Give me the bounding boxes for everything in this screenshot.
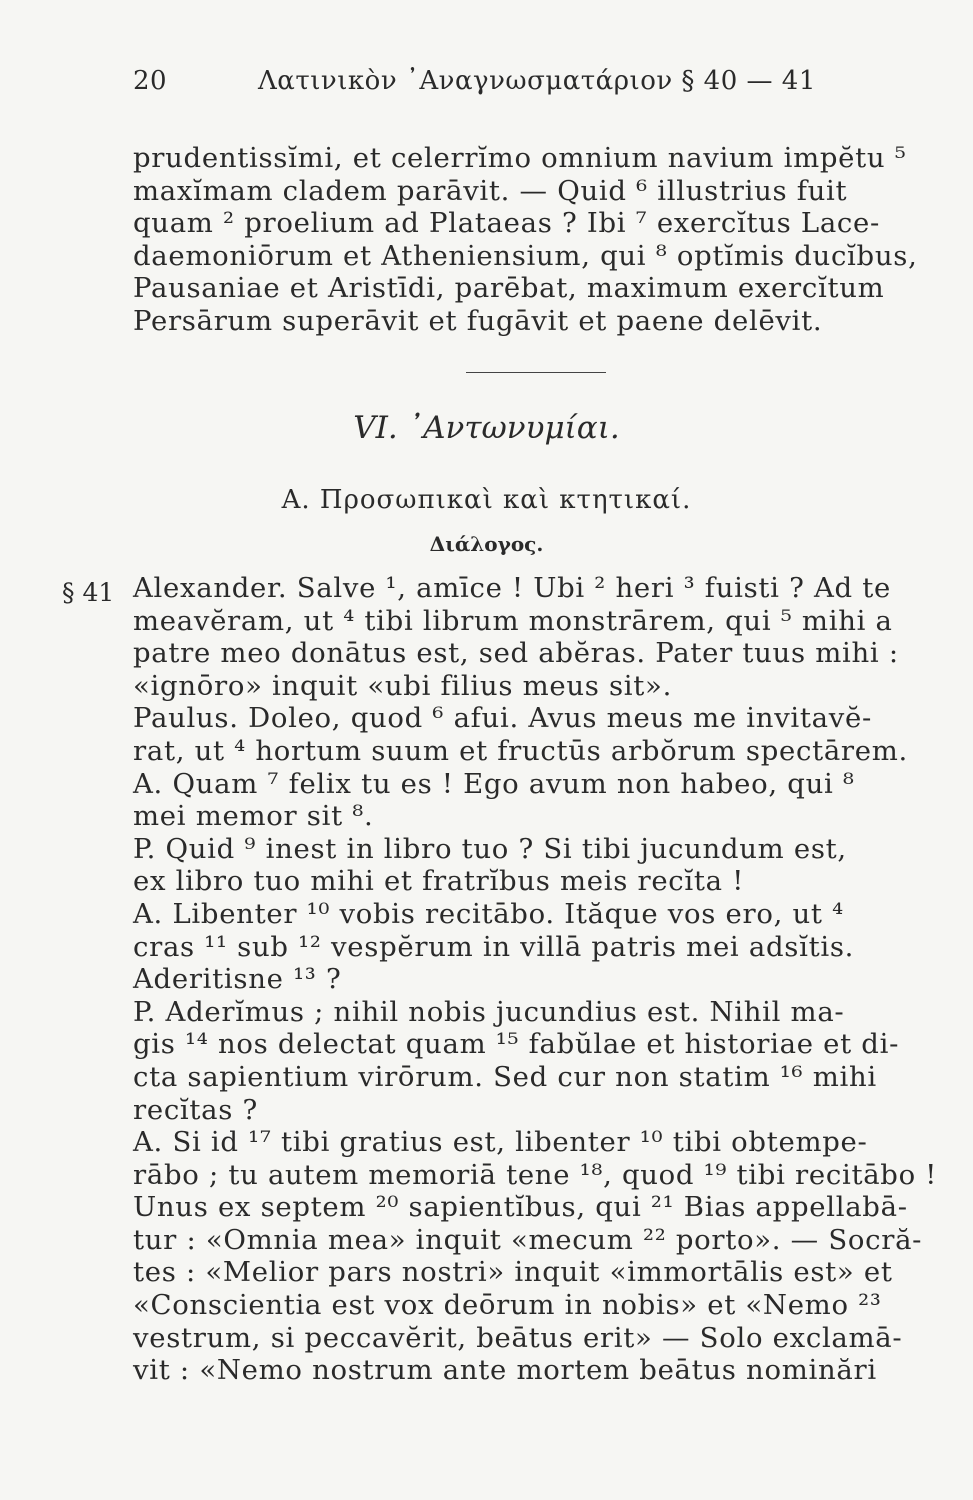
section-40-text: [133, 142, 933, 338]
text-line: P. Quid ⁹ inest in libro tuo ? Si tibi jucundum est,: [133, 832, 847, 865]
running-title: Λατινικὸν ᾿Αναγνωσματάριον § 40 — 41: [258, 66, 816, 96]
section-41-text: [133, 572, 938, 1387]
section-divider: [466, 372, 606, 373]
text-line: «Conscientia est vox deōrum in nobis» et «Nemo ²³: [133, 1289, 882, 1322]
text-line: Paulus. Doleo, quod ⁶ afui. Avus meus me invitavĕ-: [133, 702, 872, 735]
page-header: [133, 66, 933, 106]
chapter-heading: VI. ᾿Αντωνυμίαι.: [353, 410, 620, 446]
text-line: maxĭmam cladem parāvit. — Quid ⁶ illustrius fuit: [133, 174, 848, 207]
text-line: rābo ; tu autem memoriā tene ¹⁸, quod ¹⁹ tibi recitābo !: [133, 1158, 938, 1191]
text-line: Alexander. Salve ¹, amīce ! Ubi ² heri ³ fuisti ? Ad te: [133, 572, 892, 604]
text-line: ex libro tuo mihi et fratrĭbus meis recĭta !: [133, 865, 744, 898]
text-line: cras ¹¹ sub ¹² vespĕrum in villā patris mei adsĭtis.: [133, 930, 855, 963]
text-line: Persārum superāvit et fugāvit et paene delēvit.: [133, 304, 823, 337]
text-line: prudentissĭmi, et celerrĭmo omnium navium impĕtu ⁵: [133, 142, 907, 174]
text-line: A. Quam ⁷ felix tu es ! Ego avum non habeo, qui ⁸: [133, 767, 855, 800]
text-line: tur : «Omnia mea» inquit «mecum ²² porto». — Socră-: [133, 1223, 923, 1256]
text-line: vit : «Nemo nostrum ante mortem beātus nominări: [133, 1354, 877, 1387]
text-line: A. Libenter ¹⁰ vobis recitābo. Ităque vos ero, ut ⁴: [133, 897, 844, 930]
text-line: gis ¹⁴ nos delectat quam ¹⁵ fabŭlae et historiae et di-: [133, 1028, 900, 1061]
text-line: quam ² proelium ad Plataeas ? Ibi ⁷ exercĭtus Lace-: [133, 207, 880, 240]
text-line: tes : «Melior pars nostri» inquit «immortālis est» et: [133, 1256, 893, 1289]
text-line: Aderitisne ¹³ ?: [133, 963, 342, 996]
text-line: vestrum, si peccavĕrit, beātus erit» — Solo exclamā-: [133, 1321, 903, 1354]
text-line: cta sapientium virōrum. Sed cur non statim ¹⁶ mihi: [133, 1060, 877, 1093]
text-line: Unus ex septem ²⁰ sapientĭbus, qui ²¹ Bias appellabā-: [133, 1191, 908, 1224]
dialog-label: Διάλογος.: [429, 532, 544, 556]
text-line: P. Aderĭmus ; nihil nobis jucundius est. Nihil ma-: [133, 995, 845, 1028]
marginal-section-number: § 41: [62, 578, 115, 607]
text-line: A. Si id ¹⁷ tibi gratius est, libenter ¹⁰ tibi obtempe-: [133, 1126, 868, 1159]
text-line: meavĕram, ut ⁴ tibi librum monstrārem, qui ⁵ mihi a: [133, 604, 893, 637]
text-line: daemoniōrum et Atheniensium, qui ⁸ optĭmis ducĭbus,: [133, 239, 918, 272]
text-line: recĭtas ?: [133, 1093, 258, 1126]
text-line: rat, ut ⁴ hortum suum et fructūs arbŏrum spectārem.: [133, 734, 908, 767]
page-number: 20: [133, 66, 168, 96]
text-line: patre meo donātus est, sed abĕras. Pater tuus mihi :: [133, 637, 899, 670]
text-line: «ignōro» inquit «ubi filius meus sit».: [133, 669, 673, 702]
text-line: mei memor sit ⁸.: [133, 800, 374, 833]
text-line: Pausaniae et Aristīdi, parēbat, maximum exercĭtum: [133, 272, 885, 305]
section-subheading: Α. Προσωπικαὶ καὶ κτητικαί.: [281, 485, 692, 515]
